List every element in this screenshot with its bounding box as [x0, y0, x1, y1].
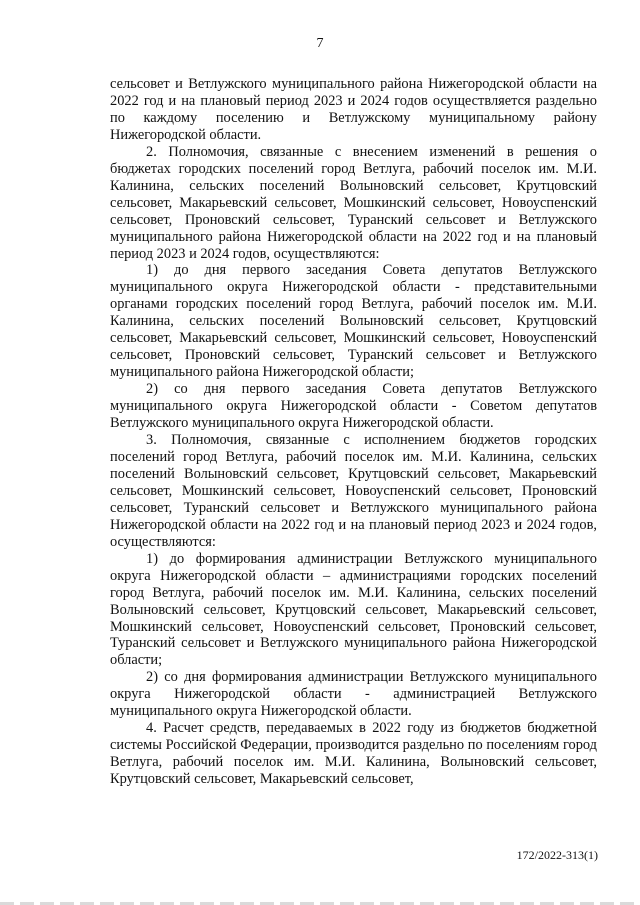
paragraph-item-2-sub-2: 2) со дня первого заседания Совета депутатов Ветлужского муниципального округа Нижегородской области - Советом депутатов Ветлужского муниципального округа Нижегородской области. [110, 381, 597, 432]
document-body [110, 76, 597, 788]
document-code: 172/2022-313(1) [516, 848, 598, 862]
paragraph-item-2: 2. Полномочия, связанные с внесением изменений в решения о бюджетах городских поселений город Ветлуга, рабочий поселок им. М.И. Калинина, сельских поселений Волыновский сельсовет, Крутцовский сельсовет, Макарьевский сельсовет, Мошкинский сельсовет, Новоуспенский сельсовет, Проновский сельсовет, Туранский сельсовет и Ветлужского муниципального района Нижегородской области на 2022 год и на плановый период 2023 и 2024 годов, осуществляются: [110, 143, 597, 262]
paragraph-item-3-sub-1: 1) до формирования администрации Ветлужского муниципального округа Нижегородской области – администрациями городских поселений город Ветлуга, рабочий поселок им. М.И. Калинина, сельских поселений Волыновский сельсовет, Крутцовский сельсовет, Макарьевский сельсовет, Мошкинский сельсовет, Новоуспенский сельсовет, Проновский сельсовет, Туранский сельсовет и Ветлужского муниципального района Нижегородской области; [110, 550, 597, 669]
paragraph-item-3: 3. Полномочия, связанные с исполнением бюджетов городских поселений город Ветлуга, рабочий поселок им. М.И. Калинина, сельских поселений Волыновский сельсовет, Крутцовский сельсовет, Макарьевский сельсовет, Мошкинский сельсовет, Новоуспенский сельсовет, Проновский сельсовет, Туранский сельсовет и Ветлужского муниципального района Нижегородской области на 2022 год и на плановый период 2023 и 2024 годов, осуществляются: [110, 432, 597, 550]
paragraph-item-2-sub-1: 1) до дня первого заседания Совета депутатов Ветлужского муниципального округа Нижегородской области - представительными органами городских поселений город Ветлуга, рабочий поселок им. М.И. Калинина, сельских поселений Волыновский сельсовет, Крутцовский сельсовет, Макарьевский сельсовет, Мошкинский сельсовет, Новоуспенский сельсовет, Проновский сельсовет, Туранский сельсовет и Ветлужского муниципального района Нижегородской области; [110, 262, 597, 381]
page-number: 7 [316, 36, 324, 51]
paragraph-item-3-sub-2: 2) со дня формирования администрации Ветлужского муниципального округа Нижегородской области - администрацией Ветлужского муниципального округа Нижегородской области. [110, 669, 597, 720]
paragraph-continuation: сельсовет и Ветлужского муниципального района Нижегородской области на 2022 год и на плановый период 2023 и 2024 годов осуществляется раздельно по каждому поселению и Ветлужскому муниципальному району Нижегородской области. [110, 76, 597, 143]
paragraph-item-4: 4. Расчет средств, передаваемых в 2022 году из бюджетов бюджетной системы Российской Федерации, производится раздельно по поселениям город Ветлуга, рабочий поселок им. М.И. Калинина, Волыновский сельсовет, Крутцовский сельсовет, Макарьевский сельсовет, [110, 720, 597, 788]
